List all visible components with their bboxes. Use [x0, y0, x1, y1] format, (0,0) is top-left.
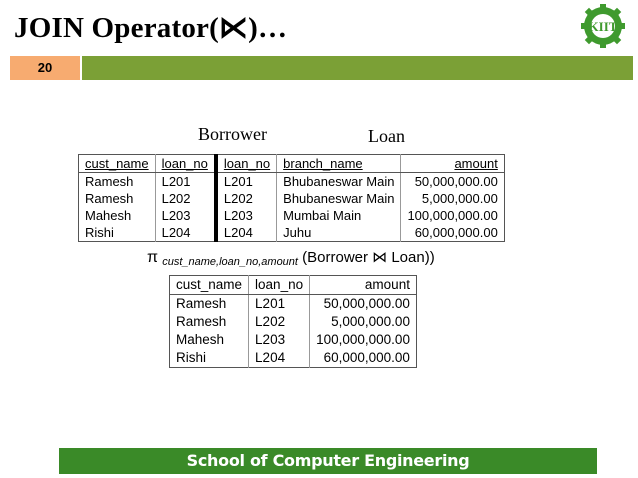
- projection-expression-text: (Borrower ⋈ Loan)): [302, 249, 435, 266]
- column-header: loan_no: [216, 155, 277, 173]
- projection-subscript: cust_name,loan_no,amount: [162, 256, 298, 268]
- table-cell: Juhu: [277, 224, 401, 242]
- table-row: [170, 349, 417, 368]
- table-row: [170, 313, 417, 331]
- table-cell: 100,000,000.00: [316, 332, 410, 347]
- table-cell: Bhubaneswar Main: [277, 190, 401, 207]
- table-cell: 60,000,000.00: [323, 350, 410, 365]
- table-row: [79, 173, 505, 191]
- table-cell: L201: [155, 173, 216, 191]
- table-cell: L203: [155, 207, 216, 224]
- table-cell: L204: [249, 349, 310, 368]
- table-cell: Ramesh: [79, 190, 156, 207]
- column-header: amount: [310, 276, 417, 295]
- table-cell: Rishi: [79, 224, 156, 242]
- table-cell: 5,000,000.00: [421, 191, 498, 206]
- table-cell: 5,000,000.00: [331, 314, 410, 329]
- caption-borrower: Borrower: [198, 124, 267, 144]
- table-cell: Mumbai Main: [277, 207, 401, 224]
- caption-loan: Loan: [368, 126, 405, 146]
- column-header: loan_no: [249, 276, 310, 295]
- table-cell: Mahesh: [79, 207, 156, 224]
- table-row: [170, 295, 417, 314]
- table-cell: L202: [155, 190, 216, 207]
- slide-number: 20: [37, 60, 53, 75]
- header-green-bar: [82, 56, 633, 80]
- table-cell: L202: [216, 190, 277, 207]
- table-cell: Ramesh: [170, 295, 249, 314]
- table-row: [79, 190, 505, 207]
- table-header-row: [79, 155, 505, 173]
- projection-expression: [147, 248, 435, 267]
- table-cell: L204: [216, 224, 277, 242]
- table-cell: Bhubaneswar Main: [277, 173, 401, 191]
- table-cell: Rishi: [170, 349, 249, 368]
- table-cell: L204: [155, 224, 216, 242]
- column-header: amount: [401, 155, 504, 173]
- table-cell: Mahesh: [170, 331, 249, 349]
- kiit-logo: [573, 4, 633, 48]
- table-cell: L201: [216, 173, 277, 191]
- column-header: cust_name: [170, 276, 249, 295]
- pi-symbol: π: [147, 249, 159, 266]
- table-cell: L201: [249, 295, 310, 314]
- column-header: loan_no: [155, 155, 216, 173]
- table-cell: Ramesh: [170, 313, 249, 331]
- table-row: [79, 207, 505, 224]
- table-row: [170, 331, 417, 349]
- column-header: branch_name: [277, 155, 401, 173]
- table-cell: Ramesh: [79, 173, 156, 191]
- result-table: [169, 275, 417, 368]
- table-cell: L203: [249, 331, 310, 349]
- table-cell: L203: [216, 207, 277, 224]
- table-row: [79, 224, 505, 242]
- table-cell: 50,000,000.00: [323, 296, 410, 311]
- table-cell: 100,000,000.00: [407, 208, 498, 223]
- table-cell: 50,000,000.00: [414, 174, 498, 189]
- table-cell: 60,000,000.00: [414, 225, 498, 240]
- footer-banner: School of Computer Engineering: [59, 448, 597, 474]
- joined-table: [78, 154, 505, 242]
- logo-text: KIIT: [588, 19, 618, 34]
- table-header-row: [170, 276, 417, 295]
- slide-title: JOIN Operator(⋉)…: [14, 12, 288, 44]
- column-header: cust_name: [79, 155, 156, 173]
- table-cell: L202: [249, 313, 310, 331]
